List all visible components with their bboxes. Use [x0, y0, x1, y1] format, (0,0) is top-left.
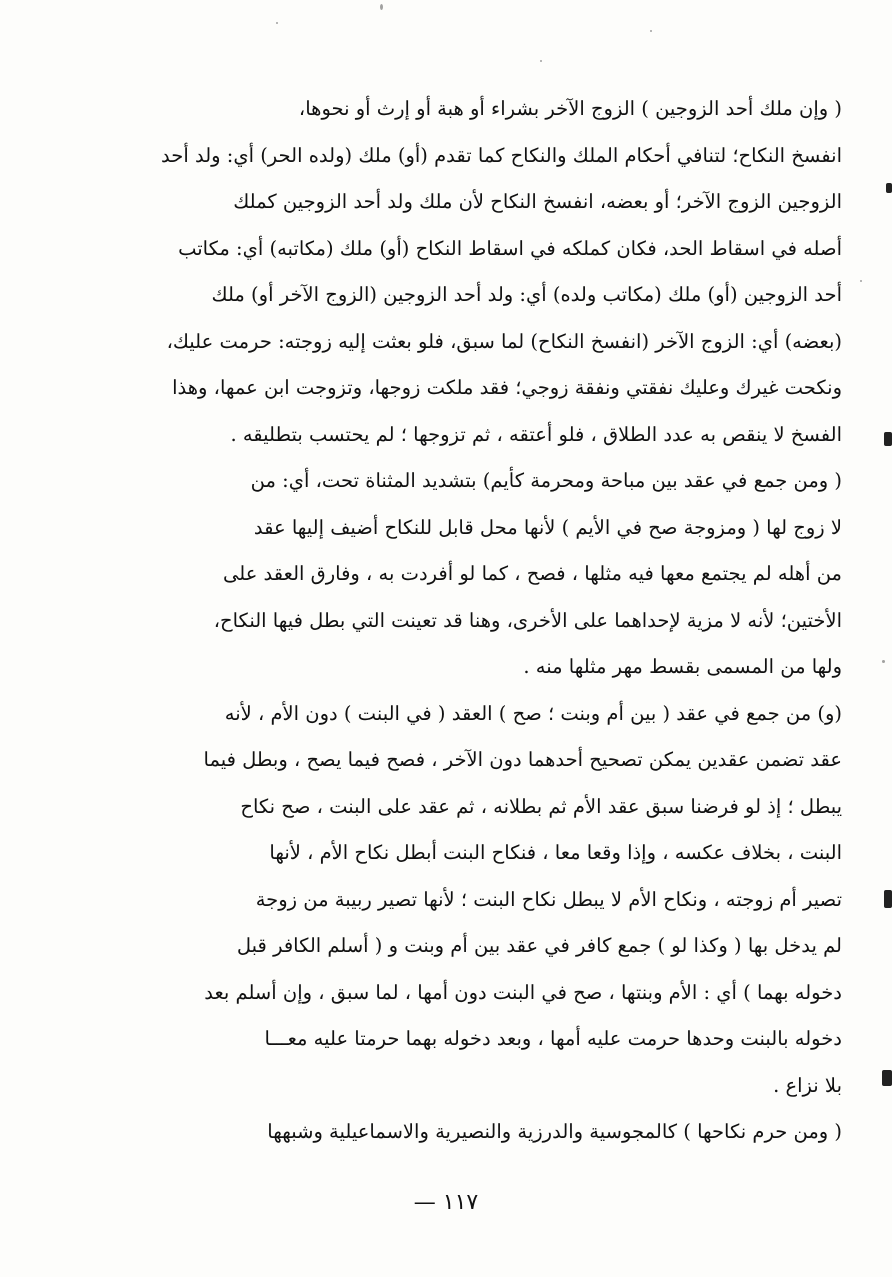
- text-line: الفسخ لا ينقص به عدد الطلاق ، فلو أعتقه ، ثم تزوجها ؛ لم يحتسب بتطليقه .: [230, 422, 842, 446]
- text-line: عقد تضمن عقدين يمكن تصحيح أحدهما دون الآخر ، فصح فيما يصح ، وبطل فيما: [203, 748, 842, 771]
- document-body: [112, 86, 842, 1156]
- text-line: تصير أم زوجته ، ونكاح الأم لا يبطل نكاح البنت ؛ لأنها تصير ربيبة من زوجة: [255, 887, 842, 911]
- text-line: ( ومن حرم نكاحها ) كالمجوسية والدرزية والنصيرية والاسماعيلية وشبهها: [267, 1120, 842, 1143]
- scan-speck: [860, 280, 862, 282]
- scan-speck: [650, 30, 652, 32]
- text-line: لا زوج لها ( ومزوجة صح في الأيم ) لأنها محل قابل للنكاح أضيف إليها عقد: [253, 515, 842, 539]
- text-line: أصله في اسقاط الحد، فكان كملكه في اسقاط النكاح (أو) ملك (مكاتبه) أي: مكاتب: [178, 236, 842, 260]
- text-line: ( ومن جمع في عقد بين مباحة ومحرمة كأيم) بتشديد المثناة تحت، أي: من: [250, 469, 842, 492]
- text-line: ولها من المسمى بقسط مهر مثلها منه .: [523, 655, 842, 678]
- text-line: دخوله بالبنت وحدها حرمت عليه أمها ، وبعد دخوله بهما حرمتا عليه معـــا: [264, 1027, 842, 1050]
- text-line: البنت ، بخلاف عكسه ، وإذا وقعا معا ، فنكاح البنت أبطل نكاح الأم ، لأنها: [269, 841, 842, 864]
- paragraph-1: [112, 86, 842, 458]
- text-line: (و) من جمع في عقد ( بين أم وبنت ؛ صح ) العقد ( في البنت ) دون الأم ، لأنه: [224, 701, 842, 725]
- text-line: بلا نزاع .: [773, 1073, 842, 1097]
- text-line: انفسخ النكاح؛ لتنافي أحكام الملك والنكاح كما تقدم (أو) ملك (ولده الحر) أي: ولد أحد: [161, 143, 842, 167]
- margin-mark: [886, 183, 892, 193]
- margin-mark: [882, 1070, 892, 1086]
- text-line: الزوجين الزوج الآخر؛ أو بعضه، انفسخ النكاح لأن ملك ولد أحد الزوجين كملك: [233, 190, 842, 213]
- page-number-dash: —: [413, 1190, 436, 1215]
- paragraph-2: [112, 458, 842, 691]
- text-line: ونكحت غيرك وعليك نفقتي ونفقة زوجي؛ فقد ملكت زوجها، وتزوجت ابن عمها، وهذا: [172, 376, 842, 399]
- text-line: أحد الزوجين (أو) ملك (مكاتب ولده) أي: ولد أحد الزوجين (الزوج الآخر أو) ملك: [211, 283, 842, 306]
- margin-mark: [884, 432, 892, 446]
- margin-mark: [884, 890, 892, 908]
- page-number-value: ١١٧: [442, 1190, 479, 1215]
- text-line: (بعضه) أي: الزوج الآخر (انفسخ النكاح) لما سبق، فلو بعثت إليه زوجته: حرمت عليك،: [166, 329, 842, 353]
- text-line: ( وإن ملك أحد الزوجين ) الزوج الآخر بشراء أو هبة أو إرث أو نحوها،: [298, 97, 842, 120]
- text-line: من أهله لم يجتمع معها فيه مثلها ، فصح ، كما لو أفردت به ، وفارق العقد على: [223, 562, 842, 585]
- paragraph-4: [112, 1109, 842, 1156]
- text-line: لم يدخل بها ( وكذا لو ) جمع كافر في عقد بين أم وبنت و ( أسلم الكافر قبل: [236, 934, 842, 957]
- scan-speck: [540, 60, 542, 62]
- scan-speck: [276, 22, 278, 24]
- scan-speck: [882, 660, 885, 663]
- text-line: الأختين؛ لأنه لا مزية لإحداهما على الأخرى، وهنا قد تعينت التي بطل فيها النكاح،: [213, 608, 842, 632]
- scan-speck: [380, 4, 383, 10]
- text-line: دخوله بهما ) أي : الأم وبنتها ، صح في البنت دون أمها ، لما سبق ، وإن أسلم بعد: [204, 980, 842, 1004]
- page-number: [0, 1190, 892, 1215]
- paragraph-3: [112, 691, 842, 1110]
- text-line: يبطل ؛ إذ لو فرضنا سبق عقد الأم ثم بطلانه ، ثم عقد على البنت ، صح نكاح: [240, 794, 842, 818]
